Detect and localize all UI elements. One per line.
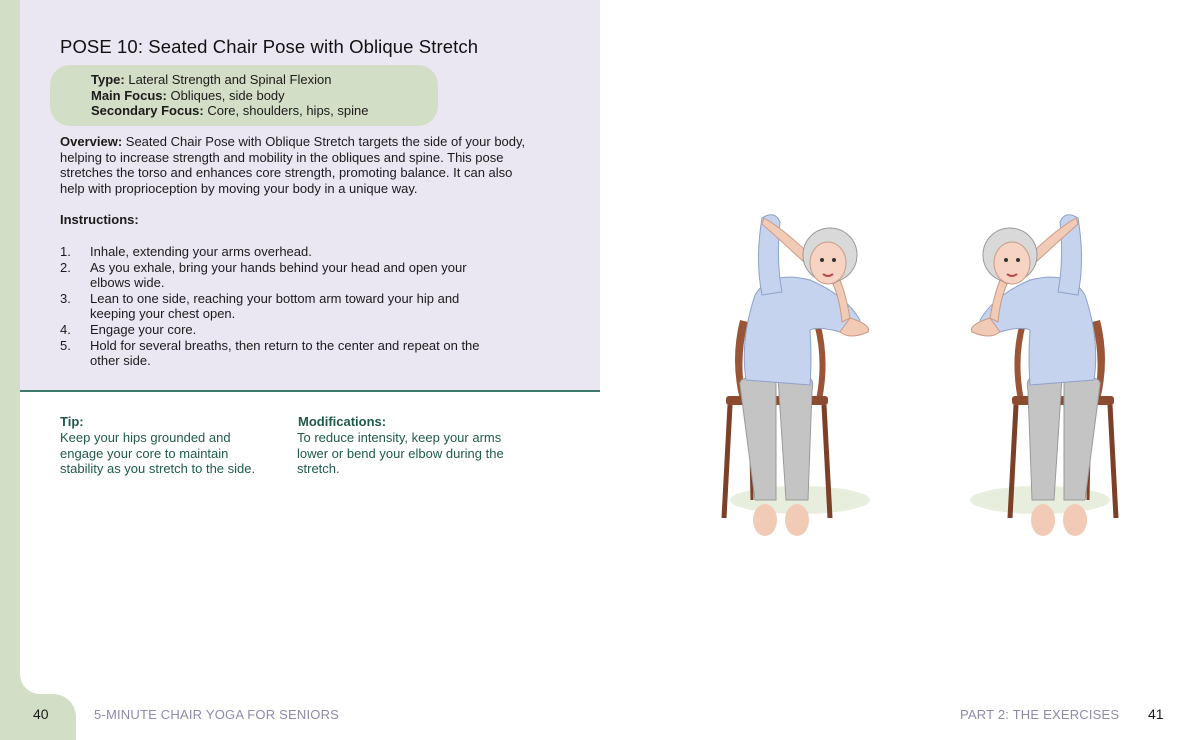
modifications-line: stretch. (297, 461, 340, 477)
focus-type-label: Type: (91, 72, 125, 87)
step-number: 2. (60, 259, 71, 275)
list-item (60, 244, 500, 260)
right-page-number: 41 (1148, 706, 1164, 722)
step-number: 1. (60, 244, 71, 259)
right-running-title: PART 2: THE EXERCISES (960, 707, 1120, 722)
focus-main-value: Obliques, side body (170, 88, 285, 103)
overview-line: help with proprioception by moving your body in a unique way. (60, 180, 418, 196)
focus-secondary-label: Secondary Focus: (91, 103, 204, 118)
list-item (60, 338, 500, 369)
focus-type (91, 72, 331, 87)
tip-body (60, 430, 255, 477)
woman-leaning-right-illustration (950, 200, 1140, 545)
focus-main-label: Main Focus: (91, 88, 167, 103)
overview-line: stretches the torso and enhances core strength, promoting balance. It can also (60, 165, 513, 181)
modifications-line: lower or bend your elbow during the (297, 445, 504, 461)
modifications-body (297, 430, 504, 477)
step-text: Inhale, extending your arms overhead. (90, 244, 312, 259)
overview-label: Overview: (60, 134, 123, 149)
list-item (60, 291, 500, 322)
step-number: 5. (60, 337, 71, 353)
tip-heading: Tip: (60, 414, 84, 429)
list-item (60, 260, 500, 291)
list-item (60, 322, 500, 338)
step-number: 3. (60, 290, 71, 306)
woman-leaning-left-illustration (700, 200, 890, 545)
step-number: 4. (60, 321, 71, 337)
instructions-heading (60, 212, 139, 228)
left-running-title: 5-MINUTE CHAIR YOGA FOR SENIORS (94, 707, 340, 722)
pose-title: POSE 10: Seated Chair Pose with Oblique Stretch (60, 36, 479, 57)
instructions-list (60, 244, 500, 369)
tip-line: stability as you stretch to the side. (60, 461, 256, 477)
left-margin-strip (0, 0, 20, 740)
step-text: Lean to one side, reaching your bottom arm toward your hip and keeping your chest open. (90, 290, 460, 322)
section-divider (20, 390, 600, 392)
modifications-heading: Modifications: (298, 414, 387, 429)
overview-line: helping to increase strength and mobility in the obliques and spine. This pose (60, 149, 504, 165)
focus-main (91, 88, 285, 103)
step-text: Hold for several breaths, then return to the center and repeat on the other side. (90, 337, 480, 369)
focus-secondary-value: Core, shoulders, hips, spine (207, 103, 369, 118)
left-page-number: 40 (33, 706, 49, 722)
overview-paragraph (60, 134, 540, 196)
overview-line: Seated Chair Pose with Oblique Stretch targets the side of your body, (125, 134, 526, 149)
modifications-line: To reduce intensity, keep your arms (297, 430, 502, 445)
tip-line: Keep your hips grounded and (60, 430, 231, 445)
step-text: As you exhale, bring your hands behind your head and open your elbows wide. (90, 259, 467, 291)
focus-type-value: Lateral Strength and Spinal Flexion (128, 72, 332, 87)
instructions-heading-text: Instructions: (60, 212, 139, 227)
tip-line: engage your core to maintain (60, 445, 229, 461)
focus-secondary (91, 103, 368, 118)
step-text: Engage your core. (90, 321, 197, 337)
